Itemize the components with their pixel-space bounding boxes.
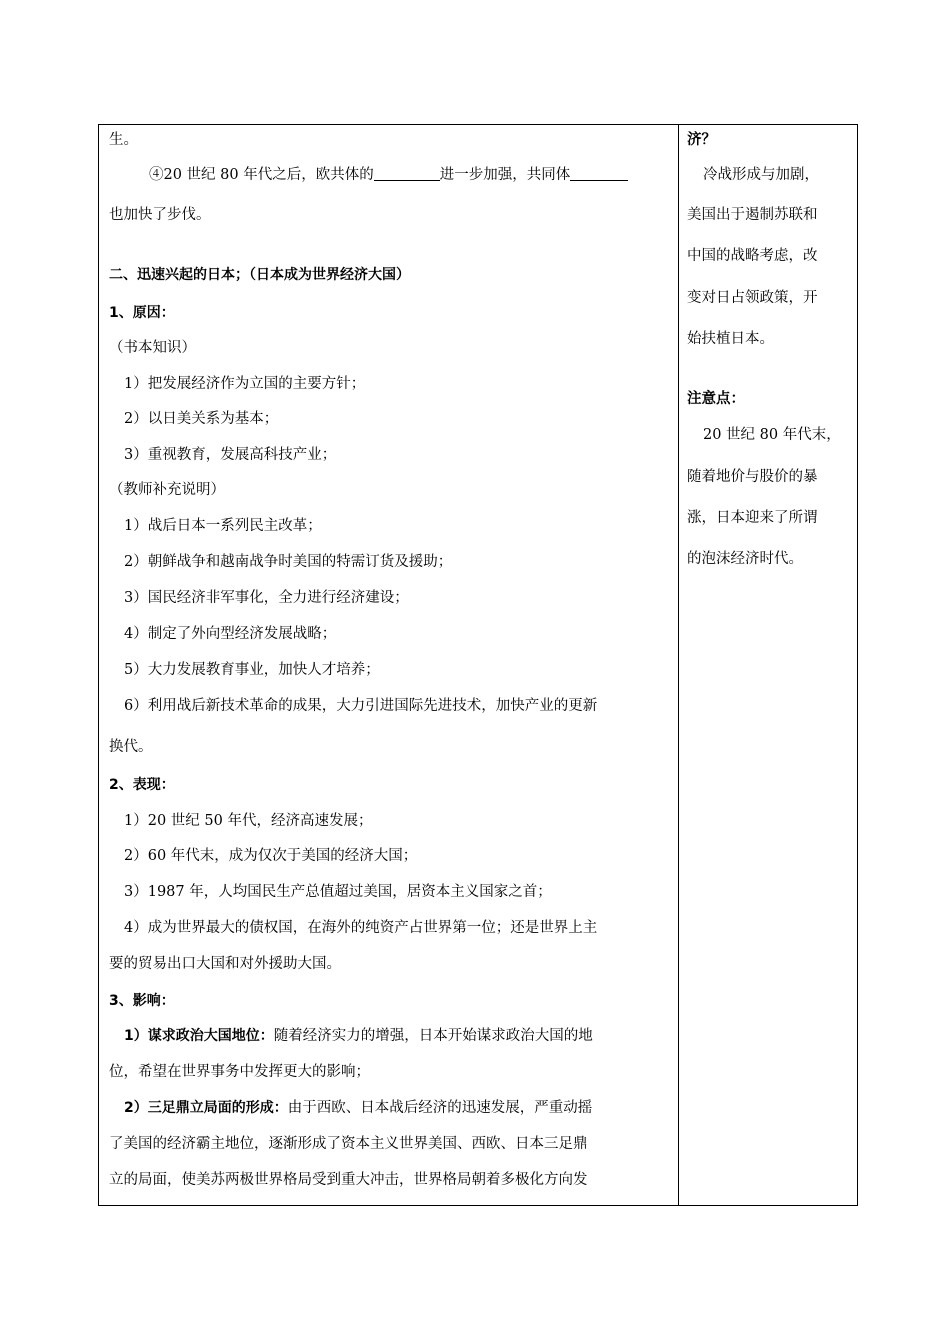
- note-line: 20 世纪 80 年代末，: [703, 427, 841, 443]
- list-item: 3）1987 年，人均国民生产总值超过美国，居资本主义国家之首；: [124, 884, 552, 900]
- text-segment: ④20 世纪 80 年代之后，欧共体的: [149, 167, 374, 183]
- section-heading: 二、迅速兴起的日本；（日本成为世界经济大国）: [109, 267, 410, 283]
- subheading: 3、影响：: [109, 993, 175, 1009]
- column-divider: [678, 125, 679, 1205]
- list-item-cont: 要的贸易出口大国和对外援助大国。: [109, 956, 341, 972]
- text-line-blanks: [149, 165, 628, 185]
- subheading: 2、表现：: [109, 777, 175, 793]
- list-item: 4）成为世界最大的债权国，在海外的纯资产占世界第一位；还是世界上主: [124, 920, 598, 936]
- bold-lead: 2）三足鼎立局面的形成：: [124, 1100, 288, 1116]
- list-item: [124, 1026, 593, 1046]
- text-segment: 随着经济实力的增强，日本开始谋求政治大国的地: [273, 1028, 593, 1044]
- list-item: 1）把发展经济作为立国的主要方针；: [124, 376, 366, 392]
- bold-lead: 1）谋求政治大国地位：: [124, 1028, 274, 1044]
- list-item: 1）战后日本一系列民主改革；: [124, 518, 322, 534]
- fill-blank[interactable]: [374, 166, 440, 181]
- list-item: 6）利用战后新技术革命的成果，大力引进国际先进技术，加快产业的更新: [124, 698, 598, 714]
- note-line: 涨，日本迎来了所谓: [687, 510, 818, 526]
- note-line: 随着地价与股价的暴: [687, 469, 818, 485]
- list-item: 3）重视教育，发展高科技产业；: [124, 447, 337, 463]
- note-line: 中国的战略考虑，改: [687, 248, 818, 264]
- fill-blank[interactable]: [570, 166, 628, 181]
- note-line: 始扶植日本。: [687, 331, 774, 347]
- text-line: 生。: [109, 132, 138, 148]
- list-item-cont: 了美国的经济霸主地位，逐渐形成了资本主义世界美国、西欧、日本三足鼎: [109, 1136, 588, 1152]
- list-item: 2）朝鲜战争和越南战争时美国的特需订货及援助；: [124, 554, 453, 570]
- text-line: （教师补充说明）: [109, 482, 225, 498]
- text-line: 也加快了步伐。: [109, 207, 211, 223]
- text-segment: 进一步加强，共同体: [439, 167, 571, 183]
- note-line: 冷战形成与加剧，: [703, 167, 819, 183]
- list-item: 4）制定了外向型经济发展战略；: [124, 626, 337, 642]
- content-table: [98, 124, 858, 1206]
- list-item: 2）60 年代末，成为仅次于美国的经济大国；: [124, 848, 418, 864]
- note-line: 变对日占领政策，开: [687, 290, 818, 306]
- note-line: 的泡沫经济时代。: [687, 551, 803, 567]
- list-item: 5）大力发展教育事业，加快人才培养；: [124, 662, 380, 678]
- list-item: 2）以日美关系为基本；: [124, 411, 279, 427]
- list-item-cont: 换代。: [109, 739, 153, 755]
- text-segment: 由于西欧、日本战后经济的迅速发展，严重动摇: [287, 1100, 593, 1116]
- notes-heading: 注意点：: [687, 391, 745, 407]
- subheading: 1、原因：: [109, 305, 175, 321]
- list-item: 3）国民经济非军事化，全力进行经济建设；: [124, 590, 409, 606]
- list-item: [124, 1098, 592, 1118]
- list-item-cont: 立的局面，使美苏两极世界格局受到重大冲击，世界格局朝着多极化方向发: [109, 1172, 588, 1188]
- text-line: （书本知识）: [109, 340, 196, 356]
- notes-heading: 济？: [687, 132, 716, 148]
- list-item: 1）20 世纪 50 年代，经济高速发展；: [124, 813, 373, 829]
- list-item-cont: 位，希望在世界事务中发挥更大的影响；: [109, 1064, 370, 1080]
- note-line: 美国出于遏制苏联和: [687, 207, 818, 223]
